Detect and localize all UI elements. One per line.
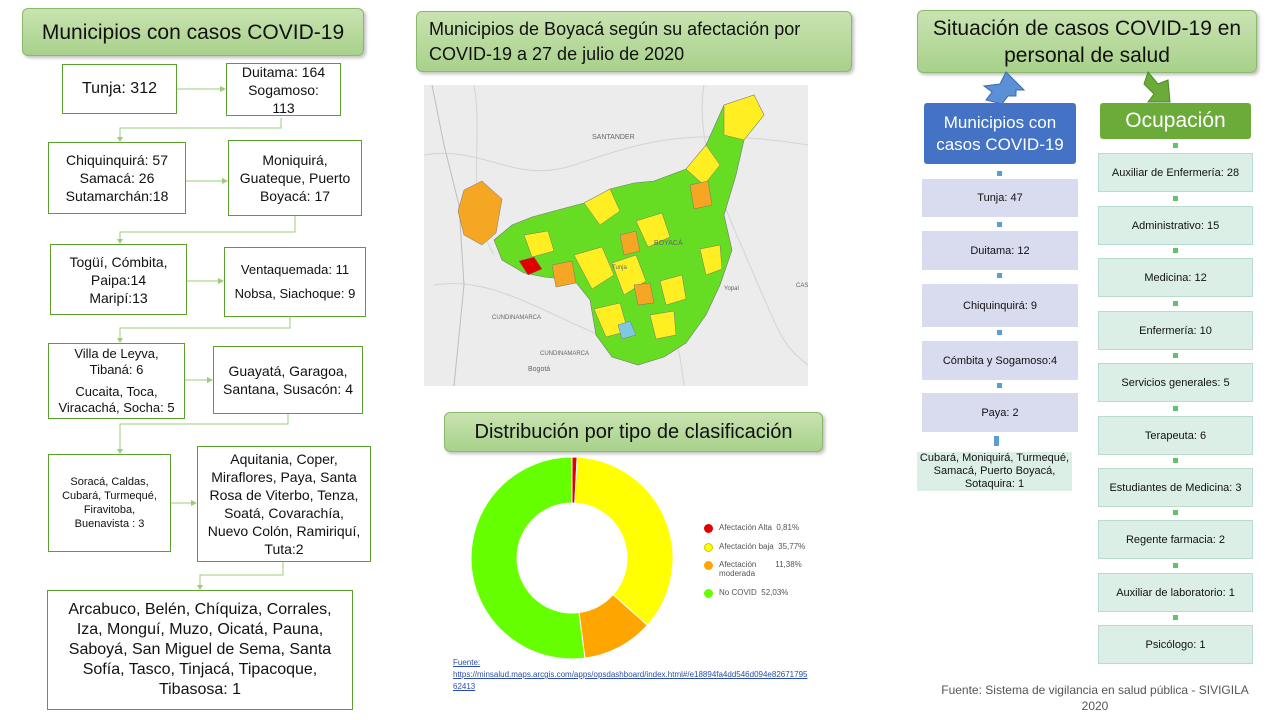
- flow-line: Sogamoso:: [248, 81, 319, 98]
- flow-line: Buenavista : 3: [74, 518, 145, 530]
- legend-swatch: [704, 543, 713, 552]
- ocupacion-item: [1098, 573, 1253, 612]
- source-label[interactable]: Fuente:: [453, 658, 481, 667]
- municipio-text: Chiquinquirá: 9: [963, 299, 1037, 312]
- flow-line: Saboyá, San Miguel de Sema, Santa: [68, 641, 332, 658]
- legend-item-moderada: [704, 560, 802, 578]
- flow-line: Tibasosa: 1: [158, 681, 242, 698]
- flow-box-moniquira: [228, 140, 362, 216]
- flow-line: Moniquirá,: [262, 152, 328, 168]
- legend-value: 52,03%: [761, 588, 789, 597]
- source-url-line1[interactable]: https://minsalud.maps.arcgis.com/apps/opsdashboard/index.html#/e18894fa4dd546d094e82671795: [453, 670, 808, 679]
- flow-line: Chiquinquirá: 57: [66, 152, 168, 168]
- map-label-cas: CAS: [796, 283, 808, 289]
- ocupacion-item: [1098, 520, 1253, 559]
- legend-item-baja: [704, 542, 805, 552]
- flow-line: Nobsa, Siachoque: 9: [234, 286, 356, 301]
- chart-title: [444, 412, 823, 452]
- ocupacion-item: [1098, 468, 1253, 507]
- ocupacion-item: [1098, 206, 1253, 245]
- flow-line: Iza, Monguí, Muzo, Oicatá, Pauna,: [76, 621, 324, 638]
- donut-slice-afectación-baja: [575, 457, 673, 625]
- ocupacion-text: Administrativo: 15: [1131, 219, 1220, 232]
- municipios-header-text: Municipios con casos COVID-19: [936, 112, 1064, 154]
- footer-source: Fuente: Sistema de vigilancia en salud pública - SIVIGILA 2020: [941, 683, 1249, 713]
- flow-line: Arcabuco, Belén, Chíquiza, Corrales,: [68, 601, 332, 618]
- legend-label: Afectación Alta: [719, 523, 772, 532]
- map-label-cundinamarca-2: CUNDINAMARCA: [540, 351, 590, 357]
- flow-line: Firavitoba,: [83, 504, 136, 516]
- flow-line: Santana, Susacón: 4: [223, 381, 353, 397]
- map-title: [416, 11, 852, 72]
- ocupacion-header-text: Ocupación: [1125, 109, 1226, 132]
- left-title: [22, 8, 364, 56]
- ocupacion-item: [1098, 311, 1253, 350]
- legend-label: Afectación moderada: [719, 560, 757, 578]
- municipio-item: [922, 179, 1078, 217]
- ocupacion-text: Regente farmacia: 2: [1125, 533, 1226, 546]
- ocupacion-item: [1098, 363, 1253, 402]
- legend-swatch: [704, 589, 713, 598]
- flow-line: Guayatá, Garagoa,: [228, 363, 348, 379]
- ocupacion-item: [1098, 153, 1253, 192]
- ocupacion-text: Enfermería: 10: [1139, 324, 1212, 337]
- municipio-text: Duitama: 12: [970, 244, 1030, 257]
- ocupacion-text: Medicina: 12: [1144, 271, 1207, 284]
- source-url-line2[interactable]: 62413: [453, 682, 476, 691]
- flow-line: Boyacá: 17: [259, 188, 331, 204]
- flow-line: Sutamarchán:18: [65, 188, 169, 204]
- municipio-item: [922, 393, 1078, 432]
- flow-line: Sofía, Tasco, Tinjacá, Tipacoque,: [82, 661, 318, 678]
- flow-line: Rosa de Viterbo, Tenza,: [209, 487, 359, 503]
- flow-box-duitama: [226, 63, 341, 116]
- flow-box-aquitania: [197, 446, 371, 562]
- flow-line: Cucaita, Toca,: [75, 384, 158, 399]
- ocupacion-text: Servicios generales: 5: [1121, 376, 1230, 389]
- chart-title-text: Distribución por tipo de clasificación: [474, 420, 793, 443]
- blue-arrow-icon: [984, 72, 1024, 104]
- map-label-santander: SANTANDER: [592, 134, 635, 141]
- legend-swatch: [704, 561, 713, 570]
- legend-label: Afectación baja: [719, 542, 774, 551]
- ocupacion-text: Estudiantes de Medicina: 3: [1109, 481, 1242, 494]
- flow-box-togui: [50, 244, 187, 315]
- map-label-yopal: Yopal: [724, 286, 739, 292]
- flow-box-chiquinquira: [48, 142, 186, 214]
- flow-box-villa-de-leyva: [48, 343, 185, 419]
- map-label-boyaca: BOYACÁ: [654, 240, 683, 247]
- legend-value: 11,38%: [775, 560, 802, 569]
- municipios-header: [924, 103, 1076, 164]
- flow-line: Soatá, Covarachía,: [224, 505, 344, 521]
- green-arrow-icon: [1144, 72, 1170, 102]
- source-link[interactable]: [453, 657, 853, 693]
- flow-line: Duitama: 164: [241, 63, 326, 80]
- map-label-tunja: Tunja: [612, 265, 627, 271]
- legend-item-alta: [704, 523, 799, 533]
- municipio-text: Cubará, Moniquirá, Turmequé, Samacá, Puerto Boyacá, Sotaquira: 1: [919, 452, 1070, 490]
- flow-line: Cubará, Turmequé,: [62, 490, 157, 502]
- municipio-item: [922, 231, 1078, 270]
- flow-box-tunja: [62, 64, 177, 114]
- flow-line: Maripí:13: [89, 289, 148, 306]
- flow-line: Ventaquemada: 11: [240, 262, 350, 277]
- flow-box-soraca: [48, 454, 171, 552]
- donut-slice-no-covid: [471, 457, 585, 659]
- flow-line: Aquitania, Coper,: [230, 451, 338, 467]
- ocupacion-text: Auxiliar de laboratorio: 1: [1116, 586, 1235, 599]
- municipio-text: Tunja: 47: [977, 192, 1023, 204]
- flow-line: Miraflores, Paya, Santa: [211, 469, 357, 485]
- map-label-cundinamarca-1: CUNDINAMARCA: [492, 315, 542, 321]
- right-title: [917, 10, 1257, 73]
- municipio-text: Paya: 2: [981, 406, 1019, 419]
- flow-line: Tuta:2: [264, 541, 304, 557]
- flow-line: Tibaná: 6: [89, 362, 144, 377]
- ocupacion-text: Auxiliar de Enfermería: 28: [1111, 166, 1240, 179]
- flow-line: Samacá: 26: [79, 170, 155, 186]
- legend-label: No COVID: [719, 588, 757, 597]
- right-title-text: Situación de casos COVID-19 en personal de salud: [932, 16, 1242, 67]
- flow-line: Soracá, Caldas,: [70, 476, 149, 488]
- legend-item-no-covid: [704, 588, 788, 598]
- left-title-text: Municipios con casos COVID-19: [41, 20, 345, 44]
- ocupacion-item: [1098, 416, 1253, 455]
- municipio-item: [922, 341, 1078, 380]
- flow-line: 113: [272, 99, 295, 116]
- flow-line: Villa de Leyva,: [74, 346, 159, 361]
- flow-line: Tunja: 312: [81, 80, 157, 97]
- ocupacion-header: [1100, 103, 1251, 139]
- map-title-line2: COVID-19 a 27 de julio de 2020: [429, 43, 685, 64]
- flow-line: Nuevo Colón, Ramiriquí,: [207, 523, 361, 539]
- flow-box-arcabuco: [47, 590, 353, 710]
- flow-line: Togüí, Cómbita,: [69, 253, 168, 270]
- flow-line: Viracachá, Socha: 5: [58, 400, 175, 415]
- flow-line: Guateque, Puerto: [239, 170, 351, 186]
- map-title-line1: Municipios de Boyacá según su afectación por: [429, 18, 801, 39]
- flow-line: Paipa:14: [90, 271, 147, 288]
- ocupacion-text: Terapeuta: 6: [1144, 429, 1207, 442]
- boyaca-map: [424, 85, 808, 386]
- municipio-item: [922, 284, 1078, 327]
- ocupacion-item: [1098, 625, 1253, 664]
- municipio-text: Cómbita y Sogamoso:4: [942, 354, 1058, 367]
- ocupacion-item: [1098, 258, 1253, 297]
- map-svg: [424, 85, 808, 386]
- legend-swatch: [704, 524, 713, 533]
- municipio-item-last: [917, 452, 1072, 491]
- legend-value: 0,81%: [776, 523, 800, 532]
- donut-chart: [462, 448, 682, 668]
- flow-box-guayata: [213, 346, 363, 414]
- ocupacion-text: Psicólogo: 1: [1145, 638, 1206, 651]
- map-label-bogota: Bogotá: [528, 366, 551, 373]
- legend-value: 35,77%: [778, 542, 806, 551]
- flow-box-ventaquemada: [224, 247, 366, 317]
